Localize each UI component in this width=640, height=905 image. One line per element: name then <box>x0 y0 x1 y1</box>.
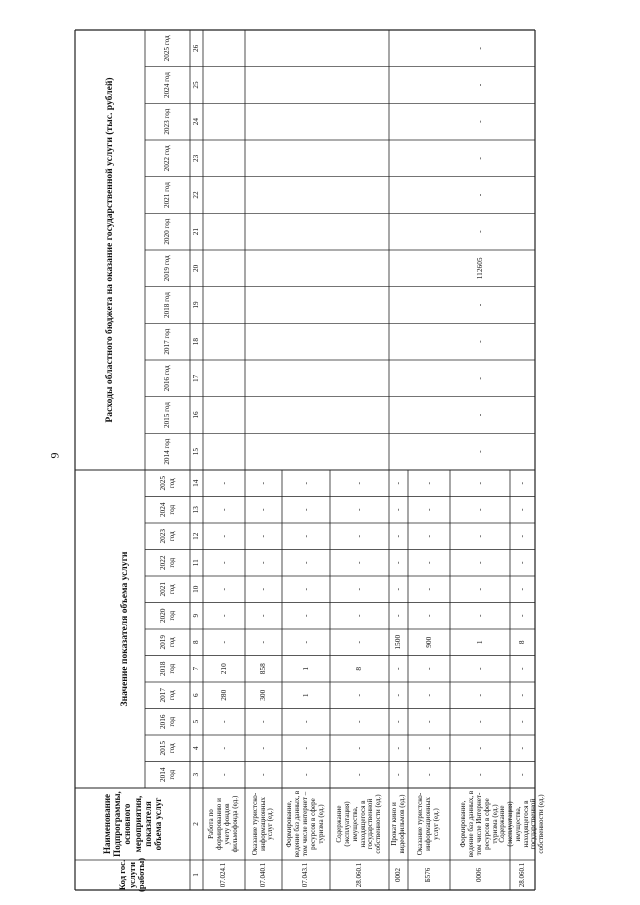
expense-year-header: 2022 год <box>163 145 172 172</box>
volume-value: - <box>300 535 310 538</box>
column-number: 1 <box>192 873 201 877</box>
volume-value: - <box>218 747 228 750</box>
volume-value: - <box>258 561 268 564</box>
expense-value: 112605 <box>474 257 484 280</box>
volume-value: - <box>423 747 433 750</box>
volume-value: - <box>474 720 484 723</box>
volume-value: - <box>300 641 310 644</box>
volume-value: - <box>423 773 433 776</box>
volume-year-header: 2019 год <box>159 635 176 650</box>
volume-value: - <box>423 588 433 591</box>
volume-value: - <box>354 561 364 564</box>
volume-value: - <box>258 614 268 617</box>
volume-value: - <box>393 535 403 538</box>
volume-value: - <box>517 535 527 538</box>
volume-value: - <box>474 588 484 591</box>
expense-year-header: 2023 год <box>163 108 172 135</box>
column-number: 10 <box>192 585 201 593</box>
volume-value: - <box>393 720 403 723</box>
expense-value: - <box>474 157 484 160</box>
volume-value: - <box>474 773 484 776</box>
volume-value: - <box>474 535 484 538</box>
volume-year-header: 2024 год <box>159 502 176 517</box>
volume-value: - <box>258 535 268 538</box>
volume-value: 900 <box>423 636 433 648</box>
column-number: 18 <box>192 338 201 346</box>
volume-value: 1500 <box>393 634 403 650</box>
volume-value: - <box>258 588 268 591</box>
volume-value: - <box>393 694 403 697</box>
volume-year-header: 2023 год <box>159 529 176 544</box>
volume-value: - <box>517 773 527 776</box>
volume-value: - <box>393 508 403 511</box>
column-number: 8 <box>192 640 201 645</box>
expense-value: - <box>474 303 484 307</box>
expense-year-header: 2019 год <box>163 255 172 282</box>
volume-value: - <box>218 482 228 485</box>
volume-value: - <box>423 561 433 564</box>
volume-value: 858 <box>258 663 268 675</box>
volume-value: - <box>354 694 364 697</box>
volume-value: - <box>517 747 527 750</box>
volume-year-header: 2017 год <box>159 688 176 703</box>
volume-value: - <box>300 561 310 564</box>
volume-value: 1 <box>300 693 310 698</box>
page-number: 9 <box>47 452 62 459</box>
volume-value: - <box>423 694 433 697</box>
volume-value: - <box>474 508 484 511</box>
volume-value: - <box>474 614 484 617</box>
volume-value: - <box>423 720 433 723</box>
volume-value: 1 <box>474 640 484 645</box>
volume-year-header: 2020 год <box>159 608 176 623</box>
volume-value: - <box>300 614 310 617</box>
volume-value: - <box>300 482 310 485</box>
row-name: Содержание (эксплуатация) имущества, находящегося в государственной собственности (ед.) <box>497 794 546 854</box>
volume-value: - <box>423 482 433 485</box>
volume-value: - <box>517 694 527 697</box>
volume-value: - <box>300 773 310 776</box>
column-number: 13 <box>192 506 201 514</box>
volume-year-header: 2015 год <box>159 741 176 756</box>
volume-value: - <box>354 720 364 723</box>
volume-value: - <box>517 561 527 564</box>
volume-value: - <box>517 720 527 723</box>
column-number: 2 <box>192 822 201 826</box>
expense-value: - <box>474 47 484 50</box>
volume-value: - <box>258 720 268 723</box>
row-name: Содержание (эксплуатация) имущества, находящегося в государственной собственности (ед.) <box>334 794 383 854</box>
row-name: Работа по формированию и учету фондов фильмофонда (ед.) <box>207 795 239 853</box>
column-number: 12 <box>192 532 201 540</box>
volume-value: - <box>393 614 403 617</box>
expense-value: - <box>474 377 484 380</box>
volume-value: - <box>393 747 403 750</box>
volume-value: - <box>218 508 228 511</box>
column-number: 6 <box>192 693 201 698</box>
volume-value: - <box>423 535 433 538</box>
volume-value: - <box>258 641 268 644</box>
volume-value: - <box>258 773 268 776</box>
column-number: 17 <box>192 374 201 382</box>
column-number: 9 <box>192 613 201 618</box>
expense-value: - <box>474 83 484 87</box>
expense-value: - <box>474 340 484 343</box>
volume-value: - <box>218 535 228 538</box>
volume-value: 210 <box>218 663 228 675</box>
volume-value: - <box>517 508 527 511</box>
row-name: Формирование, ведение баз данных, в том числе интернет – ресурсов в сфере туризма (ед.) <box>285 790 325 858</box>
column-number: 11 <box>192 559 201 567</box>
volume-value: - <box>517 482 527 485</box>
volume-value: - <box>354 747 364 750</box>
volume-value: - <box>393 667 403 670</box>
row-code: 28.060.1 <box>354 862 363 888</box>
row-name: Формирование, ведение баз данных, в том числе Интернет-ресурсов в сфере туризма (ед.) <box>459 790 499 858</box>
expense-value: - <box>474 120 484 123</box>
volume-year-header: 2025 год <box>159 476 176 491</box>
volume-value: - <box>517 614 527 617</box>
column-number: 7 <box>192 666 201 671</box>
volume-year-header: 2018 год <box>159 661 176 676</box>
header-name: Наименование Подпрограммы, основного мероприятия, показателя объема услуг <box>102 791 163 857</box>
volume-value: 8 <box>354 666 364 671</box>
row-code: 0002 <box>393 868 402 882</box>
volume-value: - <box>218 561 228 564</box>
column-number: 5 <box>192 719 201 724</box>
column-number: 3 <box>192 772 201 777</box>
volume-value: - <box>258 747 268 750</box>
volume-value: - <box>218 641 228 644</box>
row-code: 07.024.1 <box>219 862 228 888</box>
volume-value: - <box>300 508 310 511</box>
volume-value: - <box>354 614 364 617</box>
volume-value: - <box>517 667 527 670</box>
volume-value: - <box>218 773 228 776</box>
volume-value: - <box>423 667 433 670</box>
volume-value: 8 <box>517 640 527 645</box>
volume-value: - <box>354 482 364 485</box>
volume-value: - <box>300 747 310 750</box>
volume-value: - <box>354 535 364 538</box>
expense-year-header: 2024 год <box>163 72 172 99</box>
expense-year-header: 2018 год <box>163 292 172 319</box>
row-code: 28.060.1 <box>517 862 526 888</box>
volume-value: - <box>258 508 268 511</box>
table-content <box>75 30 546 893</box>
row-code: 07.040.1 <box>258 862 267 888</box>
volume-value: 280 <box>218 689 228 701</box>
volume-value: - <box>354 588 364 591</box>
volume-value: - <box>474 482 484 485</box>
header-code: Код гос. услуги (работы) <box>117 857 147 893</box>
row-code: 07.043.1 <box>301 862 310 888</box>
column-number: 20 <box>192 264 201 272</box>
row-name: Оказание туристско-информационных услуг (ед.) <box>416 792 440 856</box>
column-number: 19 <box>192 301 201 309</box>
expense-year-header: 2021 год <box>163 182 172 209</box>
volume-value: - <box>354 641 364 644</box>
volume-value: - <box>474 561 484 564</box>
column-number: 25 <box>192 81 201 89</box>
expense-value: - <box>474 413 484 417</box>
volume-value: - <box>423 508 433 511</box>
column-number: 16 <box>192 411 201 419</box>
volume-value: - <box>474 747 484 750</box>
header-volume-group: Значение показателя объема услуги <box>118 551 130 707</box>
volume-value: 1 <box>300 666 310 671</box>
volume-value: - <box>393 773 403 776</box>
header-expense-group: Расходы областного бюджета на оказание государственной услуги (тыс. рублей) <box>103 77 115 423</box>
column-number: 21 <box>192 228 201 236</box>
volume-value: - <box>393 561 403 564</box>
column-number: 22 <box>192 191 201 199</box>
column-number: 23 <box>192 154 201 162</box>
expense-year-header: 2025 год <box>163 35 172 62</box>
volume-value: - <box>423 614 433 617</box>
volume-year-header: 2016 год <box>159 714 176 729</box>
column-number: 15 <box>192 448 201 456</box>
volume-value: - <box>258 482 268 485</box>
volume-value: - <box>354 508 364 511</box>
volume-value: - <box>218 614 228 617</box>
volume-value: - <box>354 773 364 776</box>
volume-year-header: 2021 год <box>159 582 176 597</box>
volume-value: - <box>517 588 527 591</box>
expense-value: - <box>474 230 484 233</box>
column-number: 24 <box>192 118 201 126</box>
volume-value: 300 <box>258 689 268 701</box>
data-table <box>75 30 546 893</box>
volume-value: - <box>393 588 403 591</box>
volume-year-header: 2022 год <box>159 555 176 570</box>
expense-year-header: 2015 год <box>163 402 172 429</box>
volume-value: - <box>474 667 484 670</box>
volume-value: - <box>300 720 310 723</box>
column-number: 4 <box>192 746 201 751</box>
expense-year-header: 2014 год <box>163 438 172 465</box>
volume-value: - <box>218 588 228 591</box>
row-code: 0006 <box>475 868 484 882</box>
expense-value: - <box>474 193 484 197</box>
column-number: 26 <box>192 44 201 52</box>
expense-year-header: 2020 год <box>163 218 172 245</box>
volume-year-header: 2014 год <box>159 767 176 782</box>
volume-value: - <box>300 588 310 591</box>
expense-value: - <box>474 450 484 453</box>
row-name: Прокат кино и видеофильмов (ед.) <box>389 794 406 854</box>
expense-year-header: 2016 год <box>163 365 172 392</box>
column-number: 14 <box>192 479 201 487</box>
row-code: Б576 <box>424 867 433 883</box>
row-name: Оказание туристско-информационных услуг (ед.) <box>250 792 275 856</box>
volume-value: - <box>474 694 484 697</box>
volume-value: - <box>393 482 403 485</box>
volume-value: - <box>218 720 228 723</box>
expense-year-header: 2017 год <box>163 328 172 355</box>
